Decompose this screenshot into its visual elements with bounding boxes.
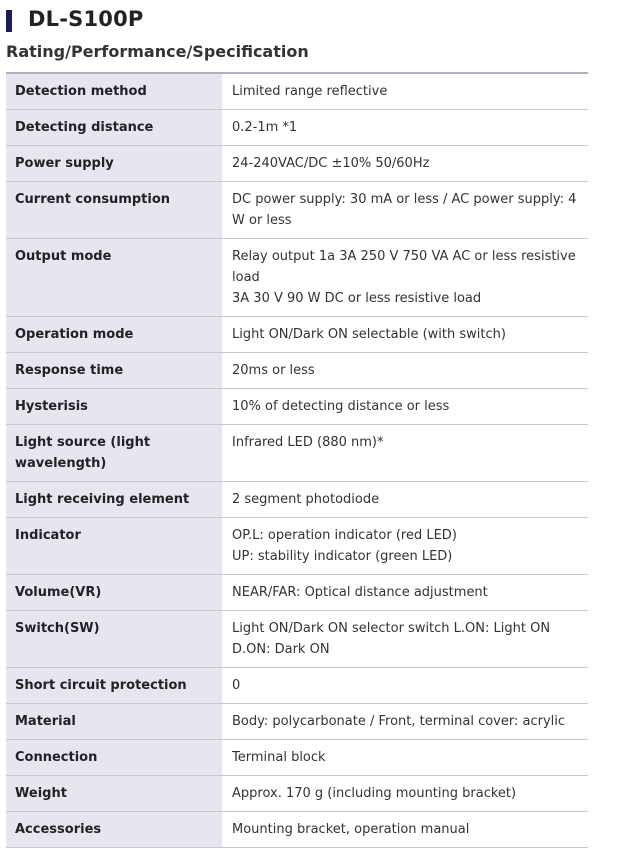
row-label: Weight <box>6 776 222 812</box>
row-value-line: D.ON: Dark ON <box>232 642 330 657</box>
table-row <box>6 668 588 704</box>
table-row <box>6 776 588 812</box>
row-label: Material <box>6 704 222 740</box>
row-label: Indicator <box>6 518 222 575</box>
model-heading <box>6 2 631 38</box>
row-value <box>222 518 588 575</box>
table-row <box>6 182 588 239</box>
table-row <box>6 353 588 389</box>
row-label: Detection method <box>6 73 222 110</box>
row-value: 20ms or less <box>222 353 588 389</box>
table-row <box>6 110 588 146</box>
row-value: Infrared LED (880 nm)* <box>222 425 588 482</box>
row-value: Terminal block <box>222 740 588 776</box>
spec-table <box>6 72 588 848</box>
table-row <box>6 73 588 110</box>
row-value: Approx. 170 g (including mounting bracket) <box>222 776 588 812</box>
row-label: Light receiving element <box>6 482 222 518</box>
row-value-line: Light ON/Dark ON selector switch L.ON: Light ON <box>232 621 551 636</box>
model-title: DL-S100P <box>28 7 144 31</box>
row-value-line: 3A 30 V 90 W DC or less resistive load <box>232 291 482 306</box>
table-row <box>6 740 588 776</box>
table-row <box>6 704 588 740</box>
row-label: Operation mode <box>6 317 222 353</box>
table-row <box>6 812 588 848</box>
row-value: 10% of detecting distance or less <box>222 389 588 425</box>
row-label: Switch(SW) <box>6 611 222 668</box>
row-value <box>222 611 588 668</box>
row-value: Body: polycarbonate / Front, terminal cover: acrylic <box>222 704 588 740</box>
row-value: DC power supply: 30 mA or less / AC power supply: 4 W or less <box>222 182 588 239</box>
row-value: NEAR/FAR: Optical distance adjustment <box>222 575 588 611</box>
row-value-line: Relay output 1a 3A 250 V 750 VA AC or less resistive load <box>232 249 576 285</box>
row-value: 2 segment photodiode <box>222 482 588 518</box>
table-row <box>6 575 588 611</box>
row-label: Output mode <box>6 239 222 317</box>
table-row <box>6 239 588 317</box>
row-value: 0.2-1m *1 <box>222 110 588 146</box>
row-label: Volume(VR) <box>6 575 222 611</box>
row-value: 0 <box>222 668 588 704</box>
row-label: Light source (light wavelength) <box>6 425 222 482</box>
table-row <box>6 317 588 353</box>
row-label: Response time <box>6 353 222 389</box>
row-value: Mounting bracket, operation manual <box>222 812 588 848</box>
table-row <box>6 146 588 182</box>
table-row <box>6 482 588 518</box>
table-row <box>6 389 588 425</box>
row-label: Hysterisis <box>6 389 222 425</box>
table-row <box>6 518 588 575</box>
table-row <box>6 611 588 668</box>
row-value-line: UP: stability indicator (green LED) <box>232 549 453 564</box>
row-label: Power supply <box>6 146 222 182</box>
row-value-line: OP.L: operation indicator (red LED) <box>232 528 457 543</box>
row-value <box>222 239 588 317</box>
row-label: Connection <box>6 740 222 776</box>
row-label: Short circuit protection <box>6 668 222 704</box>
section-title: Rating/Performance/Specification <box>6 42 309 61</box>
row-value: Limited range reflective <box>222 73 588 110</box>
row-label: Current consumption <box>6 182 222 239</box>
row-value: 24-240VAC/DC ±10% 50/60Hz <box>222 146 588 182</box>
heading-accent-bar <box>6 10 12 32</box>
row-value: Light ON/Dark ON selectable (with switch) <box>222 317 588 353</box>
row-label: Accessories <box>6 812 222 848</box>
table-row <box>6 425 588 482</box>
row-label: Detecting distance <box>6 110 222 146</box>
spec-page <box>0 2 631 848</box>
